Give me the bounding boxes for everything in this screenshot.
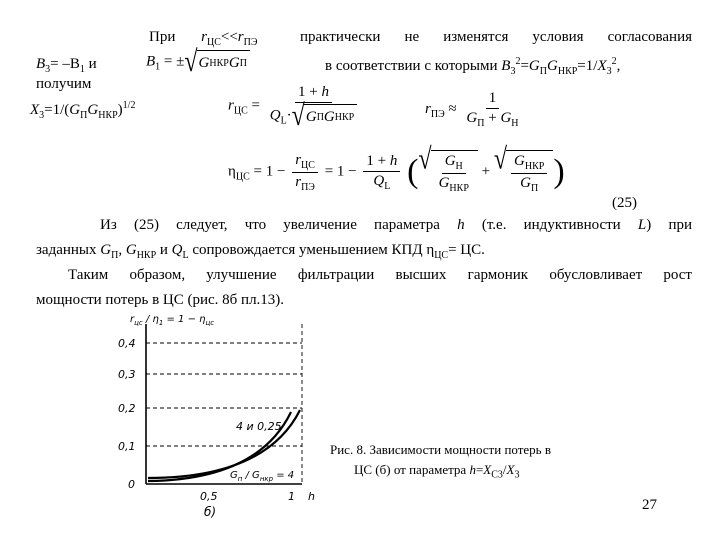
inner-label: $G_п / G_{нкр} = 4$ — [230, 470, 295, 483]
paragraph-line-3: Таким образом, улучшение фильтрации высших гармоник обусловливает рост — [68, 267, 692, 283]
formula-eta: $\eta_{ЦС} = 1$ − $\frac{r_{ЦС}}{r_{ПЭ}}$ = 1 − $\frac{1 + h}{Q_L}$ ( √ $\frac{G_Н}{G_{НКР}}$ + √ $\frac{G_{НКР}}{G_П}$ ) — [228, 143, 565, 194]
word-pri: При — [149, 29, 176, 45]
x-axis-letter: h — [308, 490, 315, 503]
y-tick-label: 0,4 — [118, 337, 136, 350]
y-tick-label: 0,1 — [118, 440, 136, 453]
x3-formula: $X_3=1/(G_ПG_{НКР})^{1/2}$ — [30, 100, 136, 121]
formula-r-cs: $r_{ЦС}$ = 1 + h $Q_L\cdot$ √ G П G НКР — [228, 84, 363, 128]
x-tick-half: 0,5 — [200, 490, 218, 503]
formula-b1: $B_1$ = ± √ G НКР G П — [146, 50, 250, 74]
formula-r-pe: $r_{ПЭ}$ ≈ $\frac{1}{G_П + G_Н}$ — [425, 90, 519, 129]
paragraph-line-1: Из (25) следует, что увеличение параметра h (т.е. индуктивности L) при — [100, 217, 693, 233]
figure-caption — [330, 440, 551, 486]
y-tick-label: 0 — [128, 478, 135, 491]
line1 — [149, 28, 257, 52]
y-tick-label: 0,2 — [118, 402, 136, 415]
y-axis-title: $r_{цс} / \eta_1 = 1 - \eta_{цс}$ — [130, 314, 215, 327]
paragraph-line-4: мощности потерь в ЦС (рис. 8б пл.13). — [36, 292, 285, 308]
line2-right: в соответствии с которыми $B_3^2=G_ПG_{НКР}=1/X_3^2$, — [325, 56, 621, 77]
r-cs-lt-r-pe: $r_{ЦС}<<r_{ПЭ}$ — [201, 29, 258, 48]
x-tick-right: 1 — [288, 490, 295, 503]
curve-label: 4 и 0,25 — [236, 420, 282, 433]
poluchim: получим — [36, 76, 92, 92]
page-number: 27 — [642, 497, 657, 513]
line1-rest: практически не изменятся условия согласования — [300, 29, 692, 45]
equation-number: (25) — [612, 195, 637, 211]
b3-eq-minus-b1: $B_3= -B_1$ и — [36, 56, 97, 75]
panel-letter: б) — [204, 505, 217, 519]
y-tick-label: 0,3 — [118, 368, 136, 381]
figure-8b — [108, 312, 332, 522]
gridlines — [146, 324, 302, 484]
paragraph-line-2: заданных $G_П$, $G_{НКР}$ и $Q_L$ сопровождается уменьшением КПД $\eta_{ЦС}=$ ЦС. — [36, 242, 485, 261]
caption-line-2: ЦС (б) от параметра $h=X_{C3}/X_3$ — [354, 462, 520, 481]
caption-line-1: Рис. 8. Зависимости мощности потерь в — [330, 442, 551, 457]
